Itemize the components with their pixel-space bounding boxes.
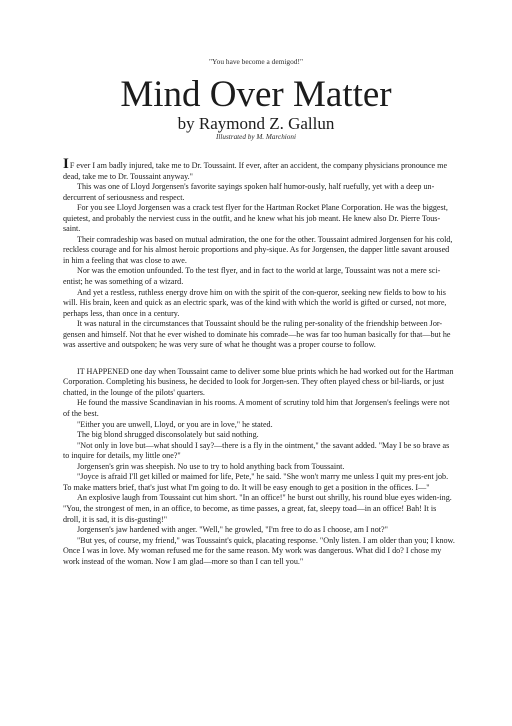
epigraph: "You have become a demigod!": [209, 57, 303, 66]
paragraph: The big blond shrugged disconsolately but said nothing.: [77, 430, 259, 440]
paragraph: An explosive laugh from Toussaint cut him short. "In an office!" he burst out shrilly, his round blue eyes widen-ing. "You, the strongest of men, in an office, to become, as time passes, a great, fat, sleepy toad—in an office! Bah! It is droll, it is sad, it is dis-gusting!": [63, 493, 452, 524]
paragraph: Their comradeship was based on mutual admiration, the one for the other. Toussaint admired Jorgensen for his cold, reckless courage and for his almost heroic proportions and phy-sique. As for Jorgensen, the dapper little savant aroused in him a feeling that was close to awe.: [63, 234, 453, 265]
paragraph: It was natural in the circumstances that Toussaint should be the ruling per-sonality of the friendship between Jor-gensen and himself. Not that he ever wished to dominate his comrade—he was far too human basically for that—but he was assertive and outspoken; he was very sure of what he thought was a proper course to follow.: [63, 319, 451, 350]
drop-cap: I: [63, 156, 69, 172]
paragraph: "Joyce is afraid I'll get killed or maimed for life, Pete," he said. "She won't marry me unless I quit my pres-ent job. To make matters brief, that's just what I'm going to do. It will be easy enough to get a position in the offices. I—": [63, 472, 449, 492]
paragraph: [63, 156, 455, 182]
paragraph: IT HAPPENED one day when Toussaint came to deliver some blue prints which he had worked out for the Hartman Corporation. Completing his business, he decided to look for Jorgen-sen. They often played chess or bil-liards, or just chatted, in the lounge of the pilots' quarters.: [63, 366, 454, 397]
paragraph: For you see Lloyd Jorgensen was a crack test flyer for the Hartman Rocket Plane Corporation. He was the biggest, quietest, and probably the nerviest cuss in the outfit, and he knew what his job meant. He knew also Dr. Pierre Tous-saint.: [63, 203, 448, 234]
paragraph: Jorgensen's grin was sheepish. No use to try to hold anything back from Toussaint.: [77, 461, 345, 471]
paragraph: He found the massive Scandinavian in his rooms. A moment of scrutiny told him that Jorgensen's feelings were not of the best.: [63, 398, 450, 419]
paragraph: Nor was the emotion unfounded. To the test flyer, and in fact to the world at large, Toussaint was not a mere sci-entist; he was something of a wizard.: [63, 266, 441, 287]
paragraph: Jorgensen's jaw hardened with anger. "Well," he growled, "I'm free to do as I choose, am I not?": [77, 525, 388, 535]
paragraph-text: F ever I am badly injured, take me to Dr. Toussaint. If ever, after an accident, the company physicians pronounce me dead, take me to Dr. Toussaint anyway.": [63, 161, 448, 181]
paragraph: "Either you are unwell, Lloyd, or you are in love," he stated.: [77, 419, 273, 429]
paragraph: And yet a restless, ruthless energy drove him on with the spirit of the con-queror, seeking new fields to bow to his will. His brain, keen and quick as an electric spark, was of the kind with which the world is gifted or cursed, not more, perhaps less, than once in a century.: [63, 287, 447, 318]
section-break: [63, 351, 455, 367]
author-byline: by Raymond Z. Gallun: [177, 114, 335, 133]
story-body: [63, 156, 455, 567]
story-title: Mind Over Matter: [120, 74, 392, 115]
paragraph: "Not only in love but—what should I say?—there is a fly in the ointment," the savant added. "May I be so brave as to inquire for details, my little one?": [63, 440, 450, 461]
illustrator-credit: Illustrated by M. Marchioni: [216, 133, 296, 141]
paragraph: "But yes, of course, my friend," was Toussaint's quick, placating response. "Only listen. I am older than you; I know. Once I was in love. My woman refused me for the same reason. My work was dangerous. What did I do? I chose my work instead of the woman. Now I am glad—more so than I can tell you.": [63, 535, 455, 566]
paragraph: This was one of Lloyd Jorgensen's favorite sayings spoken half humor-ously, half ruefully, yet with a deep un-dercurrent of seriousness and respect.: [63, 182, 435, 202]
